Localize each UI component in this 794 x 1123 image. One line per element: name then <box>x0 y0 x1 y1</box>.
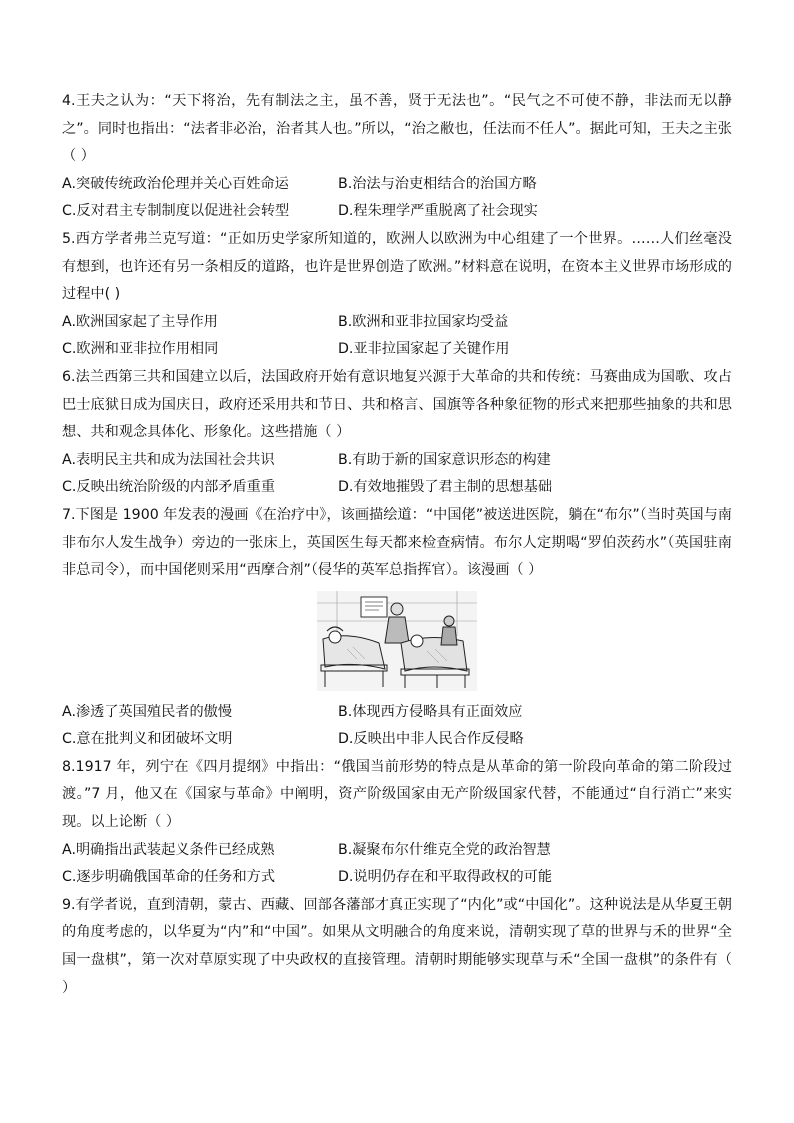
answer-options <box>62 699 732 754</box>
option-c[interactable]: C.欧洲和亚非拉作用相同 <box>62 341 219 358</box>
question-9 <box>62 892 732 1002</box>
option-d[interactable]: D.反映出中非人民合作反侵略 <box>338 731 524 748</box>
answer-options <box>62 837 732 892</box>
option-c[interactable]: C.逐步明确俄国革命的任务和方式 <box>62 869 276 886</box>
option-a[interactable]: A.突破传统政治伦理并关心百姓命运 <box>62 175 289 192</box>
question-stem: 6.法兰西第三共和国建立以后，法国政府开始有意识地复兴源于大革命的共和传统：马赛曲成为国歌、攻占巴士底狱日成为国庆日，政府还采用共和节日、共和格言、国旗等各种象征物的形式来把那些抽象的共和思想、共和观念具体化、形象化。这些措施（ ） <box>62 368 732 441</box>
option-d[interactable]: D.说明仍存在和平取得政权的可能 <box>338 869 553 886</box>
hospital-cartoon-image <box>317 591 477 691</box>
option-a[interactable]: A.欧洲国家起了主导作用 <box>62 313 218 330</box>
option-b[interactable]: B.凝聚布尔什维克全党的政治智慧 <box>338 841 551 858</box>
answer-options <box>62 171 732 226</box>
answer-options <box>62 309 732 364</box>
option-b[interactable]: B.有助于新的国家意识形态的构建 <box>338 451 551 468</box>
option-d[interactable]: D.程朱理学严重脱离了社会现实 <box>338 203 538 220</box>
cartoon-illustration <box>62 591 732 691</box>
question-stem: 9.有学者说，直到清朝，蒙古、西藏、回部各藩部才真正实现了“内化”或“中国化”。这种说法是从华夏王朝的角度考虑的，以华夏为“内”和“中国”。如果从文明融合的角度来说，清朝实现了草的世界与禾的世界“全国一盘棋”，第一次对草原实现了中央政权的直接管理。清朝时期能够实现草与禾“全国一盘棋”的条件有（ ） <box>62 896 732 996</box>
question-7 <box>62 502 732 754</box>
option-c[interactable]: C.意在批判义和团破坏文明 <box>62 731 233 748</box>
option-b[interactable]: B.体现西方侵略具有正面效应 <box>338 703 523 720</box>
question-6 <box>62 364 732 502</box>
question-5 <box>62 226 732 364</box>
exam-page <box>62 88 732 1002</box>
option-d[interactable]: D.有效地摧毁了君主制的思想基础 <box>338 479 553 496</box>
option-d[interactable]: D.亚非拉国家起了关键作用 <box>338 341 510 358</box>
option-c[interactable]: C.反对君主专制制度以促进社会转型 <box>62 203 290 220</box>
option-b[interactable]: B.治法与治吏相结合的治国方略 <box>338 175 537 192</box>
option-a[interactable]: A.渗透了英国殖民者的傲慢 <box>62 703 233 720</box>
option-a[interactable]: A.明确指出武装起义条件已经成熟 <box>62 841 275 858</box>
question-stem: 7.下图是 1900 年发表的漫画《在治疗中》，该画描绘道：“中国佬”被送进医院，躺在“布尔”（当时英国与南非布尔人发生战争）旁边的一张床上，英国医生每天都来检查病情。布尔人定期喝“罗伯茨药水”（英国驻南非总司令），而中国佬则采用“西摩合剂”（侵华的英军总指挥官）。该漫画（ ） <box>62 506 732 579</box>
question-8 <box>62 754 732 892</box>
option-c[interactable]: C.反映出统治阶级的内部矛盾重重 <box>62 479 276 496</box>
question-stem: 4.王夫之认为：“天下将治，先有制法之主，虽不善，贤于无法也”。“民气之不可使不静，非法而无以静之”。同时也指出：“法者非必治，治者其人也。”所以，“治之敝也，任法而不任人”。据此可知，王夫之主张（ ） <box>62 93 732 165</box>
question-4 <box>62 88 732 226</box>
answer-options <box>62 447 732 502</box>
option-b[interactable]: B.欧洲和亚非拉国家均受益 <box>338 313 509 330</box>
question-stem: 8.1917 年，列宁在《四月提纲》中指出：“俄国当前形势的特点是从革命的第一阶段向革命的第二阶段过渡。”7 月，他又在《国家与革命》中阐明，资产阶级国家由无产阶级国家代替，不能通过“自行消亡”来实现。以上论断（ ） <box>62 758 732 831</box>
question-stem: 5.西方学者弗兰克写道：“正如历史学家所知道的，欧洲人以欧洲为中心组建了一个世界。……人们丝毫没有想到，也许还有另一条相反的道路，也许是世界创造了欧洲。”材料意在说明，在资本主义世界市场形成的过程中( ) <box>62 230 732 303</box>
option-a[interactable]: A.表明民主共和成为法国社会共识 <box>62 451 275 468</box>
